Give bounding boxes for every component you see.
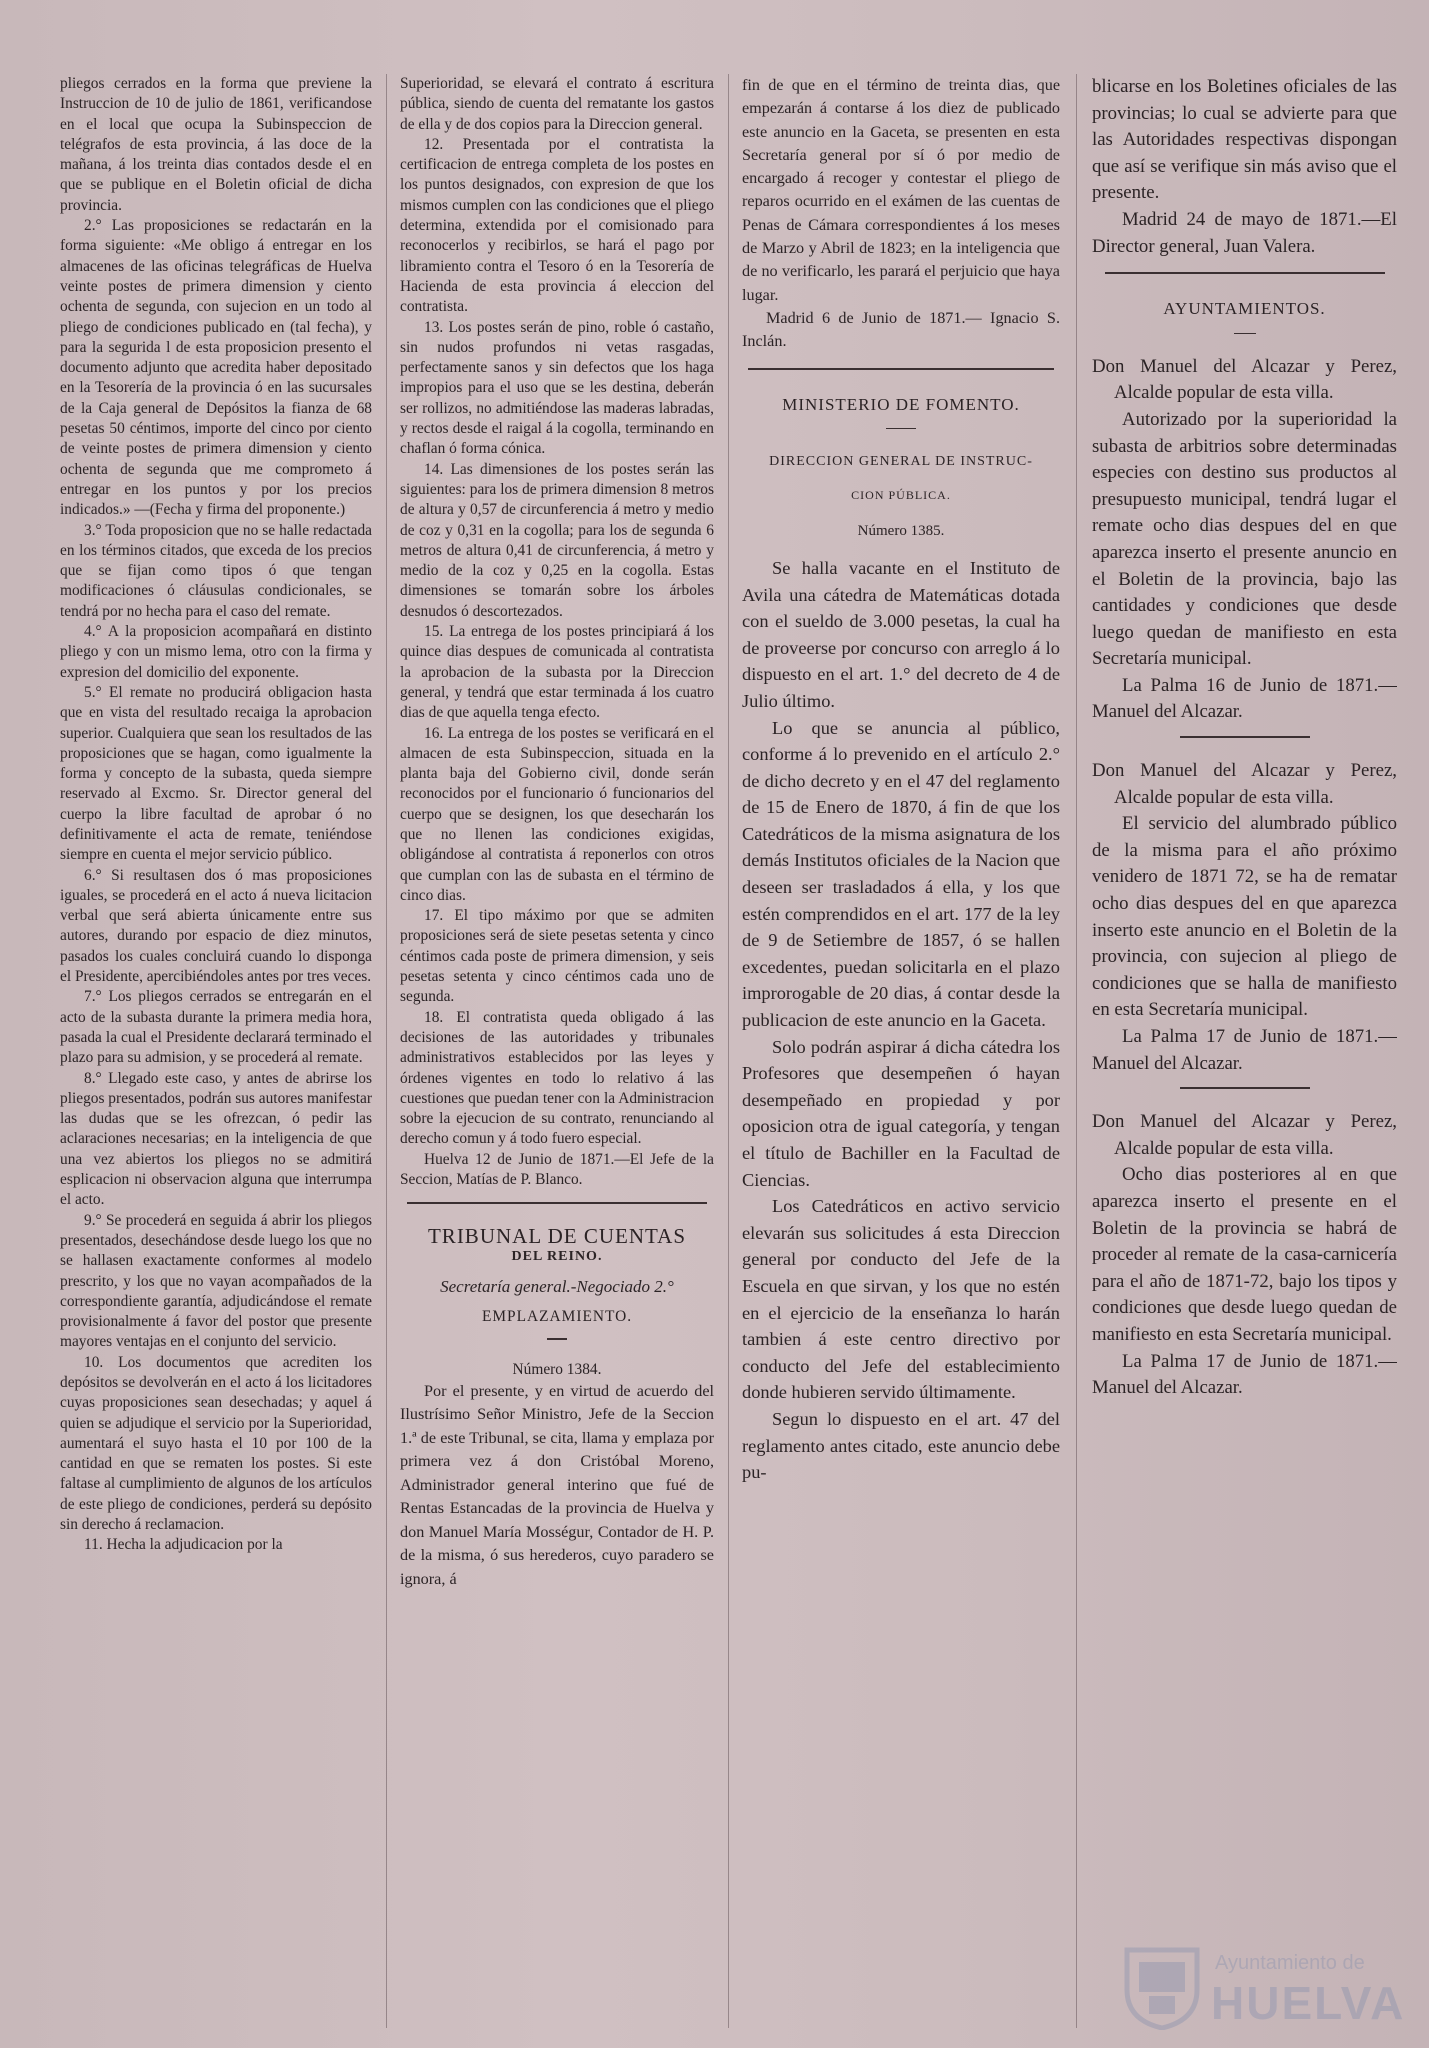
paragraph: Lo que se anuncia al público, conforme á lo prevenido en el artículo 2.° de dicho decreto y en el 47 del reglamento de 15 de Enero de 1870, á fin de que los Catedráticos de la misma asignatura de los demás Institutos oficiales de la Nacion que deseen ser trasladados á ella, y los que estén comprendidos en el art. 177 de la ley de 9 de Setiembre de 1857, ó se hallen excedentes, puedan solicitarla en el plazo improrogable de 20 dias, á contar desde la publicacion de este anuncio en la Gaceta.	[742, 717, 1060, 1031]
crest-icon	[1119, 1940, 1205, 2030]
paragraph: 11. Hecha la adjudicacion por la	[84, 1536, 283, 1554]
column-rule	[1076, 74, 1077, 2028]
column-1	[60, 74, 372, 2034]
section-subheading: Secretaría general.-Negociado 2.°	[440, 1276, 674, 1296]
paragraph: Se halla vacante en el Instituto de Avila una cátedra de Matemáticas dotada con el sueldo de 3.000 pesetas, la cual ha de proveerse por concurso con arreglo á lo dispuesto en el art. 1.° del decreto de 4 de Julio último.	[742, 557, 1060, 711]
section-heading: MINISTERIO DE FOMENTO.	[782, 394, 1020, 414]
watermark-text: Ayuntamiento de	[1215, 1952, 1365, 1974]
divider	[547, 1338, 567, 1340]
signature: Huelva 12 de Junio de 1871.—El Jefe de la Seccion, Matías de P. Blanco.	[400, 1150, 714, 1189]
signature: Madrid 6 de Junio de 1871.— Ignacio S. Inclán.	[742, 308, 1060, 351]
divider	[1105, 272, 1385, 274]
section-subheading: DIRECCION GENERAL DE INSTRUC-	[769, 454, 1033, 470]
divider	[407, 1202, 707, 1204]
section-subheading: DEL REINO.	[511, 1248, 603, 1264]
divider	[748, 368, 1054, 370]
paragraph: 2.° Las proposiciones se redactarán en la forma siguiente: «Me obligo á entregar en los almacenes de las oficinas telegráficas de Huelva veinte postes de primera dimension y ciento ochenta de segunda, con sujecion en un todo al pliego de condiciones publicado en (tal fecha), y para la segurida l de esta proposicion presento el documento adjunto que acredita haber depositado en la Tesorería de la provincia ó en las sucursales de la Caja general de Depósitos la fianza de 68 pesetas 50 céntimos, importe del cinco por ciento de veinte postes de primera dimension y ciento ochenta de segunda que me comprometo á entregar en los puntos y por los precios indicados.» —(Fecha y firma del proponente.)	[60, 217, 372, 519]
notice-heading: Don Manuel del Alcazar y Perez, Alcalde popular de esta villa.	[1092, 355, 1397, 404]
paragraph: 3.° Toda proposicion que no se halle redactada en los términos citados, que exceda de los precios que se fijan como tipos ó que tengan modificaciones ó cláusulas condicionales, se tendrá por no hecha para el caso del remate.	[60, 521, 372, 620]
paragraph: 8.° Llegado este caso, y antes de abrirse los pliegos presentados, podrán sus autores manifestar las dudas que se les ofrezcan, ó pedir las aclaraciones necesarias; en la inteligencia de que una vez abiertos los pliegos no se admitirá esplicacion ni observacion alguna que interrumpa el acto.	[60, 1069, 372, 1209]
section-heading: TRIBUNAL DE CUENTAS	[427, 1224, 687, 1249]
paragraph: Superioridad, se elevará el contrato á escritura pública, siendo de cuenta del rematante los gastos de ella y de dos copios para la Direccion general.	[400, 75, 714, 133]
paragraph: 16. La entrega de los postes se verificará en el almacen de esta Subinspeccion, situada en la planta baja del Gobierno civil, donde serán reconocidos por el funcionario ó funcionarios del cuerpo que se designen, los que desecharán los que no llenen las condiciones exigidas, obligándose al contratista á reponerlos con otros que cumplan con las de subasta en el término de cinco dias.	[400, 724, 714, 904]
divider	[1180, 1087, 1310, 1089]
paragraph: Segun lo dispuesto en el art. 47 del reglamento antes citado, este anuncio debe pu-	[742, 1408, 1060, 1483]
signature: La Palma 17 de Junio de 1871.—Manuel del Alcazar.	[1092, 1350, 1397, 1399]
paragraph: Autorizado por la superioridad la subasta de arbitrios sobre determinadas especies con destino sus productos al presupuesto municipal, tendrá lugar el remate ocho dias despues del en que aparezca inserto el presente anuncio en el Boletin de la provincia, bajo las cantidades y condiciones que desde luego quedan de manifiesto en esta Secretaría municipal.	[1092, 408, 1397, 670]
notice-number: Número 1385.	[857, 523, 945, 540]
divider	[886, 428, 916, 429]
paragraph: El servicio del alumbrado público de la misma para el año próximo venidero de 1871 72, se ha de rematar ocho dias despues del en que aparezca inserto este anuncio en el Boletin de la provincia, con sujecion al pliego de condiciones que se halla de manifiesto en esta Secretaría municipal.	[1092, 813, 1397, 1021]
paragraph: 17. El tipo máximo por que se admiten proposiciones será de siete pesetas setenta y cinco céntimos cada poste de primera dimension, y seis pesetas setenta y cinco céntimos cada uno de segunda.	[400, 907, 714, 1006]
paragraph: 12. Presentada por el contratista la certificacion de entrega completa de los postes en los puntos designados, con expresion de que los mismos cumplen con las condiciones que el pliego determina, extendida por el comisionado para reconocerlos y recibirlos, se hará el pago por libramiento contra el Tesoro ó en la Tesorería de Hacienda de esta provincia á eleccion del contratista.	[400, 135, 714, 316]
column-rule	[386, 74, 387, 2028]
paragraph: 6.° Si resultasen dos ó mas proposiciones iguales, se procederá en el acto á nueva licitacion verbal que será abierta únicamente entre sus autores, durando por espacio de diez minutos, pasados los cuales concluirá cuando lo disponga el Presidente, apercibiéndoles antes por tres veces.	[60, 866, 372, 986]
notice-heading: Don Manuel del Alcazar y Perez, Alcalde popular de esta villa.	[1092, 760, 1397, 808]
section-heading: AYUNTAMIENTOS.	[1163, 299, 1326, 319]
signature: La Palma 16 de Junio de 1871.—Manuel del Alcazar.	[1092, 674, 1397, 723]
paragraph: fin de que en el término de treinta dias, que empezarán á contarse á los diez de publicado este anuncio en la Gaceta, se presenten en esta Secretaría general por sí ó por medio de encargado á recoger y contestar el pliego de reparos ocurrido en el exámen de las cuentas de Penas de Cámara correspondientes á los meses de Marzo y Abril de 1823; en la inteligencia que de no verificarlo, les parará el perjuicio que haya lugar.	[742, 76, 1060, 304]
paragraph: 7.° Los pliegos cerrados se entregarán en el acto de la subasta durante la primera media hora, pasada la cual el Presidente declarará terminado el plazo para su admision, y se procederá al remate.	[60, 988, 372, 1067]
watermark-logo	[1119, 1940, 1409, 2030]
paragraph: 10. Los documentos que acrediten los depósitos se devolverán en el acto á los licitadores cuyas proposiciones sean desechadas; y aquel á quien se adjudique el servicio por la Superioridad, aumentará el suyo hasta el 10 por 100 de la cantidad en que se rematen los postes. Si este faltase al cumplimiento de algunos de los artículos de este pliego de condiciones, perderá su depósito sin derecho á reclamacion.	[60, 1353, 372, 1534]
divider	[1180, 736, 1310, 738]
paragraph: Solo podrán aspirar á dicha cátedra los Profesores que desempeñen ó hayan desempeñado en propiedad y por oposicion otra de igual categoría, y tengan el título de Bachiller en la Facultad de Ciencias.	[742, 1036, 1060, 1190]
section-subheading: EMPLAZAMIENTO.	[481, 1308, 633, 1326]
notice-heading: Don Manuel del Alcazar y Perez, Alcalde popular de esta villa.	[1092, 1111, 1397, 1159]
divider	[1234, 333, 1256, 334]
column-3	[742, 74, 1060, 2034]
paragraph: 13. Los postes serán de pino, roble ó castaño, sin nudos profundos ni vetas rasgadas, perfectamente sanos y sin defectos que los haga impropios para el uso que se les destina, deberán ser rollizos, no admitiéndose las maderas labradas, y rectos desde el raigal á la cogolla, terminando en chaflan ó forma cónica.	[400, 318, 714, 458]
signature: La Palma 17 de Junio de 1871.—Manuel del Alcazar.	[1092, 1026, 1397, 1074]
paragraph: 15. La entrega de los postes principiará á los quince dias despues de comunicada al contratista la aprobacion de la subasta por la Direccion general, y tendrá que estar terminada á los cuatro dias de que aquella tenga efecto.	[400, 623, 714, 722]
paragraph: Ocho dias posteriores al en que aparezca inserto el presente en el Boletin de la provincia se habrá de proceder al remate de la casa-carnicería para el año de 1871-72, bajo los tipos y condiciones que desde luego quedan de manifiesto en esta Secretaría municipal.	[1092, 1164, 1397, 1345]
paragraph: blicarse en los Boletines oficiales de las provincias; lo cual se advierte para que las Autoridades respectivas dispongan que así se verifique sin más aviso que el presente.	[1092, 76, 1397, 204]
paragraph: 14. Las dimensiones de los postes serán las siguientes: para los de primera dimension 8 metros de altura y 0,57 de circunferencia á metro y medio de coz y 0,31 en la cogolla; para los de segunda 6 metros de altura 0,41 de circunferencia, á metro y medio de la coz y 0,25 en la cogolla. Estas dimensiones se tomarán sobre los árboles desnudos ó descortezados.	[400, 460, 714, 620]
paragraph: pliegos cerrados en la forma que previene la Instruccion de 10 de julio de 1861, verificandose en el local que ocupa la Subinspeccion de telégrafos de esta provincia, á las doce de la mañana, á los treinta dias contados desde el en que se publique en el Boletin oficial de dicha provincia.	[60, 75, 372, 214]
column-rule	[728, 74, 729, 2028]
paragraph: 5.° El remate no producirá obligacion hasta que en vista del resultado recaiga la aprobacion superior. Cualquiera que sean los resultados de las proposiciones que se hagan, como igualmente la forma y concepto de la subasta, queda siempre reservado al Excmo. Sr. Director general del cuerpo la libre facultad de aprobar ó no definitivamente el acta de remate, teniéndose siempre en cuenta el mejor servicio público.	[60, 683, 372, 864]
paragraph: 4.° A la proposicion acompañará en distinto pliego y con un mismo lema, otro con la firma y expresion del domicilio del exponente.	[60, 623, 372, 681]
paragraph: Los Catedráticos en activo servicio elevarán sus solicitudes á esta Direccion general por conducto del Jefe de la Escuela en que sirvan, y los que no estén en el ejercicio de la enseñanza lo harán tambien á este centro directivo por conducto del Jefe del establecimiento donde hubieren servido últimamente.	[742, 1196, 1060, 1403]
section-subheading: CION PÚBLICA.	[851, 487, 951, 502]
signature: Madrid 24 de mayo de 1871.—El Director general, Juan Valera.	[1092, 208, 1397, 257]
column-4	[1092, 74, 1397, 2034]
paragraph: 9.° Se procederá en seguida á abrir los pliegos presentados, desechándose desde luego los que no se hallasen exactamente conformes al modelo prescrito, y los que no vayan acompañados de la correspondiente garantía, adjudicándose el remate provisionalmente á favor del postor que presente mayores ventajas en el conjunto del servicio.	[60, 1211, 372, 1351]
column-2	[400, 74, 714, 2034]
paragraph: Por el presente, y en virtud de acuerdo del Ilustrísimo Señor Ministro, Jefe de la Seccion 1.ª de este Tribunal, se cita, llama y emplaza por primera vez á don Cristóbal Moreno, Administrador general interino que fué de Rentas Estancadas de la provincia de Huelva y don Manuel María Mosségur, Contador de H. P. de la misma, ó sus herederos, cuyo paradero se ignora, á	[400, 1381, 714, 1588]
notice-number: Número 1384.	[512, 1360, 602, 1378]
watermark-text: HUELVA	[1211, 1977, 1406, 2029]
paragraph: 18. El contratista queda obligado á las decisiones de las autoridades y tribunales administrativos establecidos por las leyes y órdenes vigentes en todo lo relativo á las cuestiones que puedan tener con la Administracion sobre la ejecucion de su contrato, renunciando al derecho comun y á todo fuero especial.	[400, 1008, 714, 1148]
